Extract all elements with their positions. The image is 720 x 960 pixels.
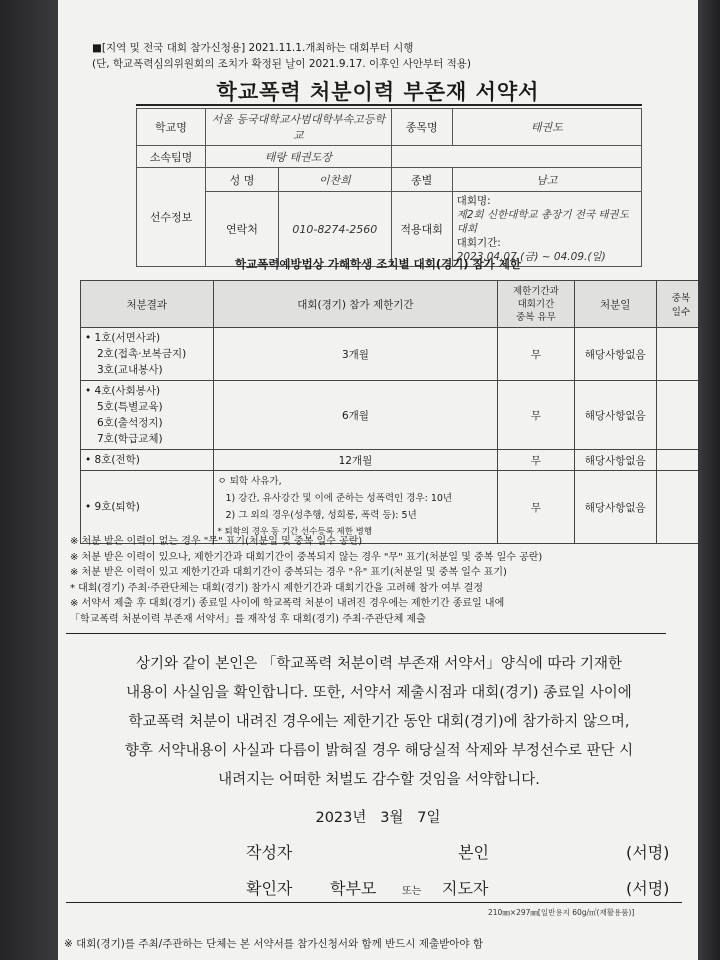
overlap-cell: 무	[498, 328, 574, 381]
grade-cell: • 8호(전학)	[81, 450, 214, 471]
signing-date: 2023년 3월 7일	[315, 810, 441, 826]
date-cell: 해당사항없음	[574, 381, 656, 450]
player-info-label: 선수정보	[137, 168, 206, 267]
period-cell: 3개월	[213, 328, 498, 381]
coach-label: 지도자	[442, 879, 489, 898]
writer-label: 작성자	[246, 843, 293, 862]
grade-cell: • 1호(서면사과) 2호(접촉·보복금지) 3호(교내봉사)	[81, 328, 214, 381]
applicant-info-table	[136, 108, 642, 267]
days-cell	[656, 381, 698, 450]
header-date: 처분일	[574, 281, 656, 328]
date-cell: 해당사항없음	[574, 450, 656, 471]
overlap-cell: 무	[498, 381, 574, 450]
signature-divider	[66, 902, 682, 903]
footer-note: ※ 대회(경기)를 주최/주관하는 단체는 본 서약서를 참가신청서와 함께 반드시 제출받아야 함	[64, 938, 484, 950]
confirmer-label: 확인자	[246, 879, 293, 898]
grade-cell: • 4호(사회봉사) 5호(특별교육) 6호(출석정지) 7호(학급교체)	[81, 381, 214, 450]
notes: ※ 처분 받은 이력이 없는 경우 "무" 표기(처분일 및 중복 일수 공란) ※ 처분 받은 이력이 있으나, 제한기간과 대회기간이 중복되지 않는 경우 "무" 표기(처분일 및 중복 일수 공란) ※ 처분 받은 이력이 있고 제한기간과 대회기간이 중복되는 경우 "유" 표기(처분일 및 중복 일수 표기) * 대회(경기) 주최·주관단체는 대회(경기) 참가시 제한기간과 대회기간을 고려해 참가 여부 결정 ※ 서약서 제출 후 대회(경기) 종료일 사이에 학교폭력 처분이 내려진 경우에는 제한기간 종료일 내에 「학교폭력 처분이력 부존재 서약서」를 재작성 후 대회(경기) 주최·주관단체 제출	[70, 536, 543, 625]
document-page	[58, 0, 698, 960]
event-label: 적용대회	[391, 192, 452, 267]
table-header-row	[81, 281, 699, 328]
header-days: 중복 일수	[656, 281, 698, 328]
category-label: 종별	[391, 168, 452, 192]
days-cell	[656, 471, 698, 544]
name-label: 성 명	[206, 168, 279, 192]
header-period: 대회(경기) 참가 제한기간	[213, 281, 498, 328]
signature-slot-1: (서명)	[626, 843, 670, 862]
table-row	[81, 381, 699, 450]
date-cell: 해당사항없음	[574, 471, 656, 544]
title-underline	[136, 104, 642, 106]
background-left	[0, 0, 58, 960]
team-label: 소속팀명	[137, 146, 206, 168]
self-label: 본인	[458, 843, 489, 862]
period-cell: 12개월	[213, 450, 498, 471]
notes-divider	[66, 633, 666, 634]
overlap-cell: 무	[498, 450, 574, 471]
sport-label: 종목명	[391, 109, 452, 146]
background-right	[698, 0, 720, 960]
event-details: 대회명: 제2회 신한대학교 총장기 전국 태권도대회 대회기간: 2023.04.07.(금) ~ 04.09.(일)	[452, 192, 641, 267]
name-value: 이찬희	[279, 168, 392, 192]
or-label: 또는	[402, 886, 422, 897]
header-result: 처분결과	[81, 281, 214, 328]
table-row	[81, 471, 699, 544]
paper-spec: 210㎜×297㎜[일반용지 60g/㎡(재활용품)]	[488, 908, 635, 917]
expulsion-period-cell: ㅇ 퇴학 사유가, 1) 강간, 유사강간 및 이에 준하는 성폭력인 경우: 10년 2) 그 외의 경우(성추행, 성희롱, 폭력 등): 5년 * 퇴학의 경우 동 기간 선수등록 제한 병행	[213, 471, 498, 544]
school-label: 학교명	[137, 109, 206, 146]
sport-value: 태권도	[452, 109, 641, 146]
pledge-text: 상기와 같이 본인은 「학교폭력 처분이력 부존재 서약서」양식에 따라 기재한 내용이 사실임을 확인합니다. 또한, 서약서 제출시점과 대회(경기) 종료일 사이에 학교폭력 처분이 내려진 경우에는 제한기간 동안 대회(경기)에 참가하지 않으며, 향후 서약내용이 사실과 다름이 밝혀질 경우 해당실적 삭제와 부정선수로 판단 시 내려지는 어떠한 처벌도 감수할 것임을 서약합니다.	[124, 656, 634, 788]
notice: ■[지역 및 전국 대회 참가신청용] 2021.11.1.개최하는 대회부터 시행 (단, 학교폭력심의위원회의 조치가 확정된 날이 2021.9.17. 이후인 사안부터 적용)	[92, 42, 472, 70]
document-title: 학교폭력 처분이력 부존재 서약서	[216, 80, 540, 104]
header-overlap: 제한기간과 대회기간 중복 유무	[498, 281, 574, 328]
table-row	[81, 328, 699, 381]
parent-label: 학부모	[330, 879, 377, 898]
grade-cell: • 9호(퇴학)	[81, 471, 214, 544]
table-row	[81, 450, 699, 471]
school-value: 서울 동국대학교사범대학부속고등학교	[206, 109, 392, 146]
penalty-table	[80, 280, 698, 544]
days-cell	[656, 328, 698, 381]
team-value: 태랑 태권도장	[206, 146, 392, 168]
signature-slot-2: (서명)	[626, 879, 670, 898]
category-value: 남고	[452, 168, 641, 192]
contact-value: 010-8274-2560	[279, 192, 392, 267]
overlap-cell: 무	[498, 471, 574, 544]
date-cell: 해당사항없음	[574, 328, 656, 381]
days-cell	[656, 450, 698, 471]
penalty-subtitle: 학교폭력예방법상 가해학생 조치별 대회(경기) 참가 제한	[234, 257, 522, 271]
period-cell: 6개월	[213, 381, 498, 450]
contact-label: 연락처	[206, 192, 279, 267]
